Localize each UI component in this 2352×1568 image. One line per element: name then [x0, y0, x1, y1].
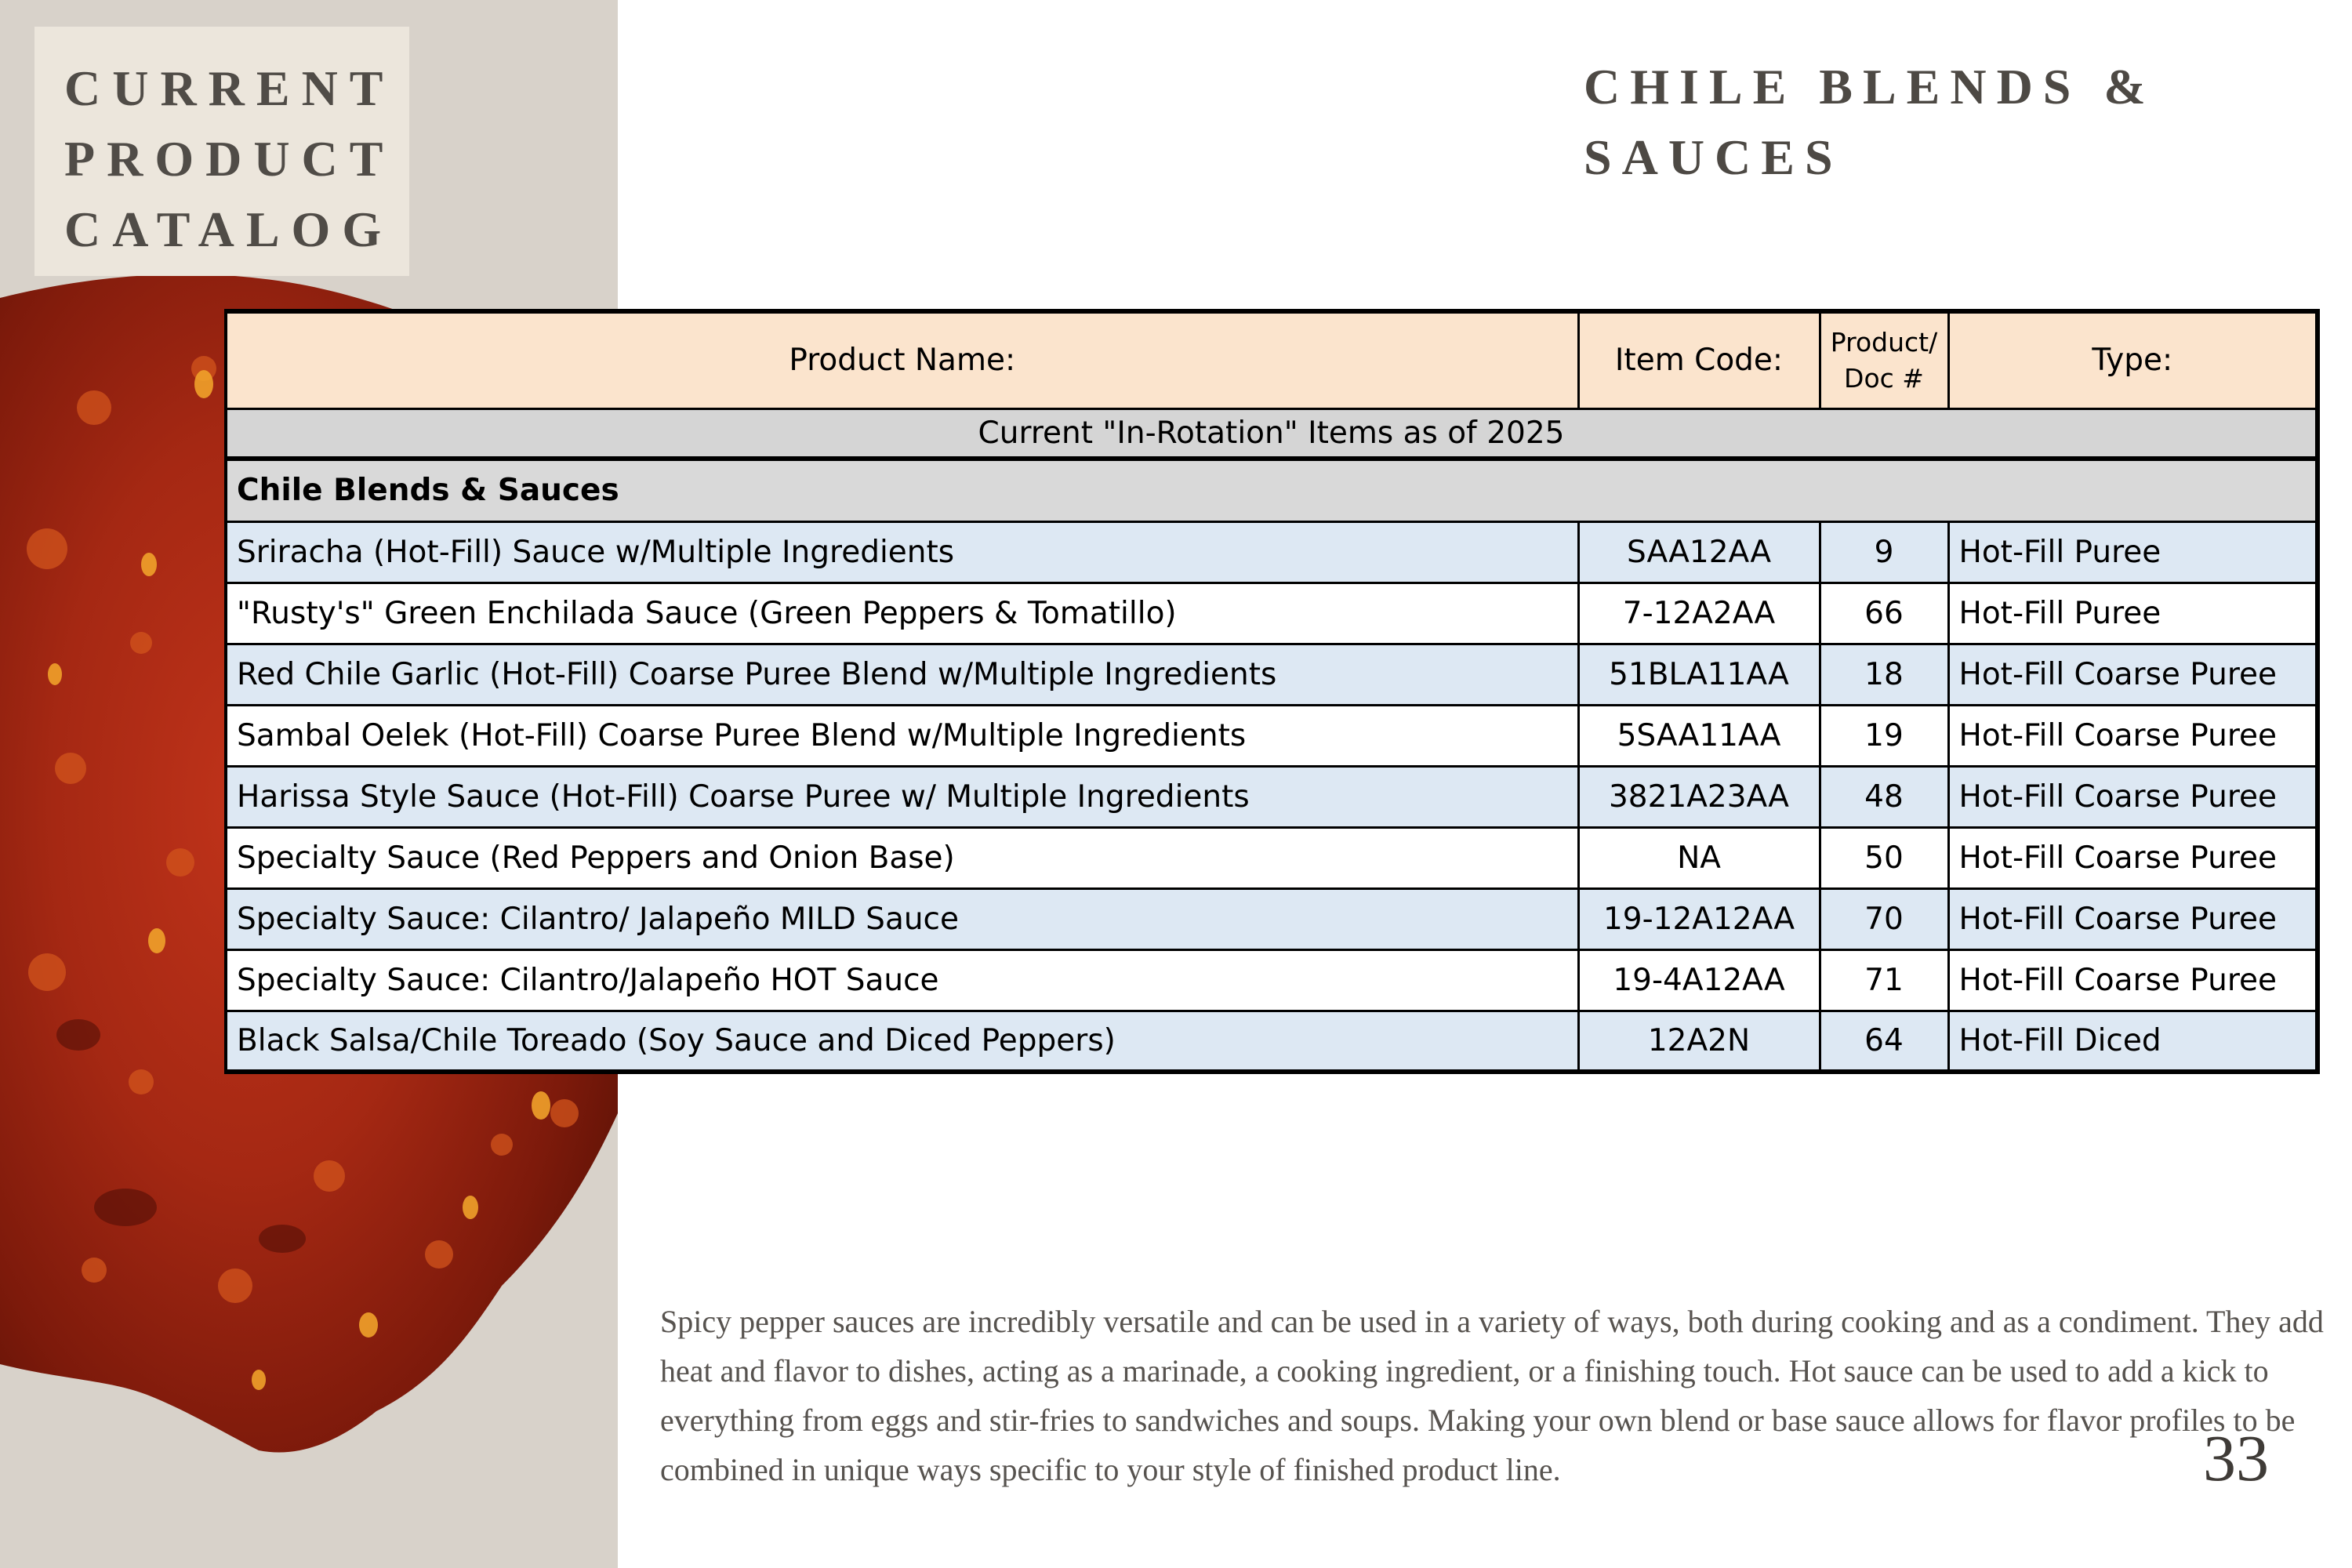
- doc-number-cell: 70: [1820, 888, 1948, 949]
- product-name-cell: "Rusty's" Green Enchilada Sauce (Green Peppers & Tomatillo): [226, 583, 1578, 644]
- header-type: Type:: [1948, 311, 2318, 408]
- doc-number-cell: 64: [1820, 1011, 1948, 1072]
- page-title-line-2: SAUCES: [1584, 129, 1843, 185]
- header-product-name: Product Name:: [226, 311, 1578, 408]
- table-row: [226, 521, 2318, 583]
- item-code-cell: 3821A23AA: [1578, 766, 1820, 827]
- product-name-cell: Specialty Sauce: Cilantro/Jalapeño HOT Sauce: [226, 949, 1578, 1011]
- header-item-code: Item Code:: [1578, 311, 1820, 408]
- product-name-cell: Red Chile Garlic (Hot-Fill) Coarse Puree Blend w/Multiple Ingredients: [226, 644, 1578, 705]
- page-title-line-1: CHILE BLENDS &: [1584, 59, 2156, 114]
- type-cell: Hot-Fill Coarse Puree: [1948, 766, 2318, 827]
- item-code-cell: 5SAA11AA: [1578, 705, 1820, 766]
- table-row: [226, 583, 2318, 644]
- table-row: [226, 888, 2318, 949]
- doc-number-cell: 48: [1820, 766, 1948, 827]
- rotation-row: [226, 408, 2318, 459]
- type-cell: Hot-Fill Puree: [1948, 583, 2318, 644]
- item-code-cell: 7-12A2AA: [1578, 583, 1820, 644]
- type-cell: Hot-Fill Coarse Puree: [1948, 949, 2318, 1011]
- table-row: [226, 705, 2318, 766]
- item-code-cell: 51BLA11AA: [1578, 644, 1820, 705]
- description-paragraph: Spicy pepper sauces are incredibly versatile and can be used in a variety of ways, both during cooking and as a condiment. They add heat and flavor to dishes, acting as a marinade, a cooking ingredient, or a finishing touch. Hot sauce can be used to add a kick to everything from eggs and stir-fries to sandwiches and soups. Making your own blend or base sauce allows for flavor profiles to be combined in unique ways specific to your style of finished product line.: [660, 1304, 2324, 1487]
- doc-number-cell: 19: [1820, 705, 1948, 766]
- category-row: [226, 459, 2318, 521]
- type-cell: Hot-Fill Diced: [1948, 1011, 2318, 1072]
- table-row: [226, 1011, 2318, 1072]
- product-name-cell: Sriracha (Hot-Fill) Sauce w/Multiple Ingredients: [226, 521, 1578, 583]
- item-code-cell: 19-4A12AA: [1578, 949, 1820, 1011]
- rotation-label: Current "In-Rotation" Items as of 2025: [226, 408, 2318, 459]
- doc-number-cell: 18: [1820, 644, 1948, 705]
- table-header-row: [226, 311, 2318, 408]
- type-cell: Hot-Fill Coarse Puree: [1948, 888, 2318, 949]
- type-cell: Hot-Fill Coarse Puree: [1948, 827, 2318, 888]
- header-doc-number: [1820, 311, 1948, 408]
- product-name-cell: Sambal Oelek (Hot-Fill) Coarse Puree Blend w/Multiple Ingredients: [226, 705, 1578, 766]
- page-title: [1584, 52, 2289, 193]
- item-code-cell: 12A2N: [1578, 1011, 1820, 1072]
- doc-number-cell: 50: [1820, 827, 1948, 888]
- catalog-line-1: CURRENT: [64, 60, 395, 116]
- item-code-cell: SAA12AA: [1578, 521, 1820, 583]
- doc-number-cell: 71: [1820, 949, 1948, 1011]
- category-label: Chile Blends & Sauces: [226, 459, 2318, 521]
- table-row: [226, 827, 2318, 888]
- catalog-badge: [34, 27, 409, 276]
- page-number: 33: [2203, 1422, 2269, 1495]
- header-doc-line-1: Product/: [1830, 326, 1938, 358]
- product-name-cell: Harissa Style Sauce (Hot-Fill) Coarse Puree w/ Multiple Ingredients: [226, 766, 1578, 827]
- doc-number-cell: 9: [1820, 521, 1948, 583]
- table-row: [226, 644, 2318, 705]
- type-cell: Hot-Fill Coarse Puree: [1948, 644, 2318, 705]
- catalog-line-3: CATALOG: [64, 201, 394, 257]
- table-row: [226, 949, 2318, 1011]
- header-doc-line-2: Doc #: [1844, 362, 1924, 394]
- product-name-cell: Specialty Sauce: Cilantro/ Jalapeño MILD Sauce: [226, 888, 1578, 949]
- product-table: [224, 309, 2320, 1074]
- table-row: [226, 766, 2318, 827]
- item-code-cell: NA: [1578, 827, 1820, 888]
- product-name-cell: Specialty Sauce (Red Peppers and Onion Base): [226, 827, 1578, 888]
- doc-number-cell: 66: [1820, 583, 1948, 644]
- type-cell: Hot-Fill Coarse Puree: [1948, 705, 2318, 766]
- product-name-cell: Black Salsa/Chile Toreado (Soy Sauce and Diced Peppers): [226, 1011, 1578, 1072]
- type-cell: Hot-Fill Puree: [1948, 521, 2318, 583]
- catalog-line-2: PRODUCT: [64, 131, 395, 187]
- item-code-cell: 19-12A12AA: [1578, 888, 1820, 949]
